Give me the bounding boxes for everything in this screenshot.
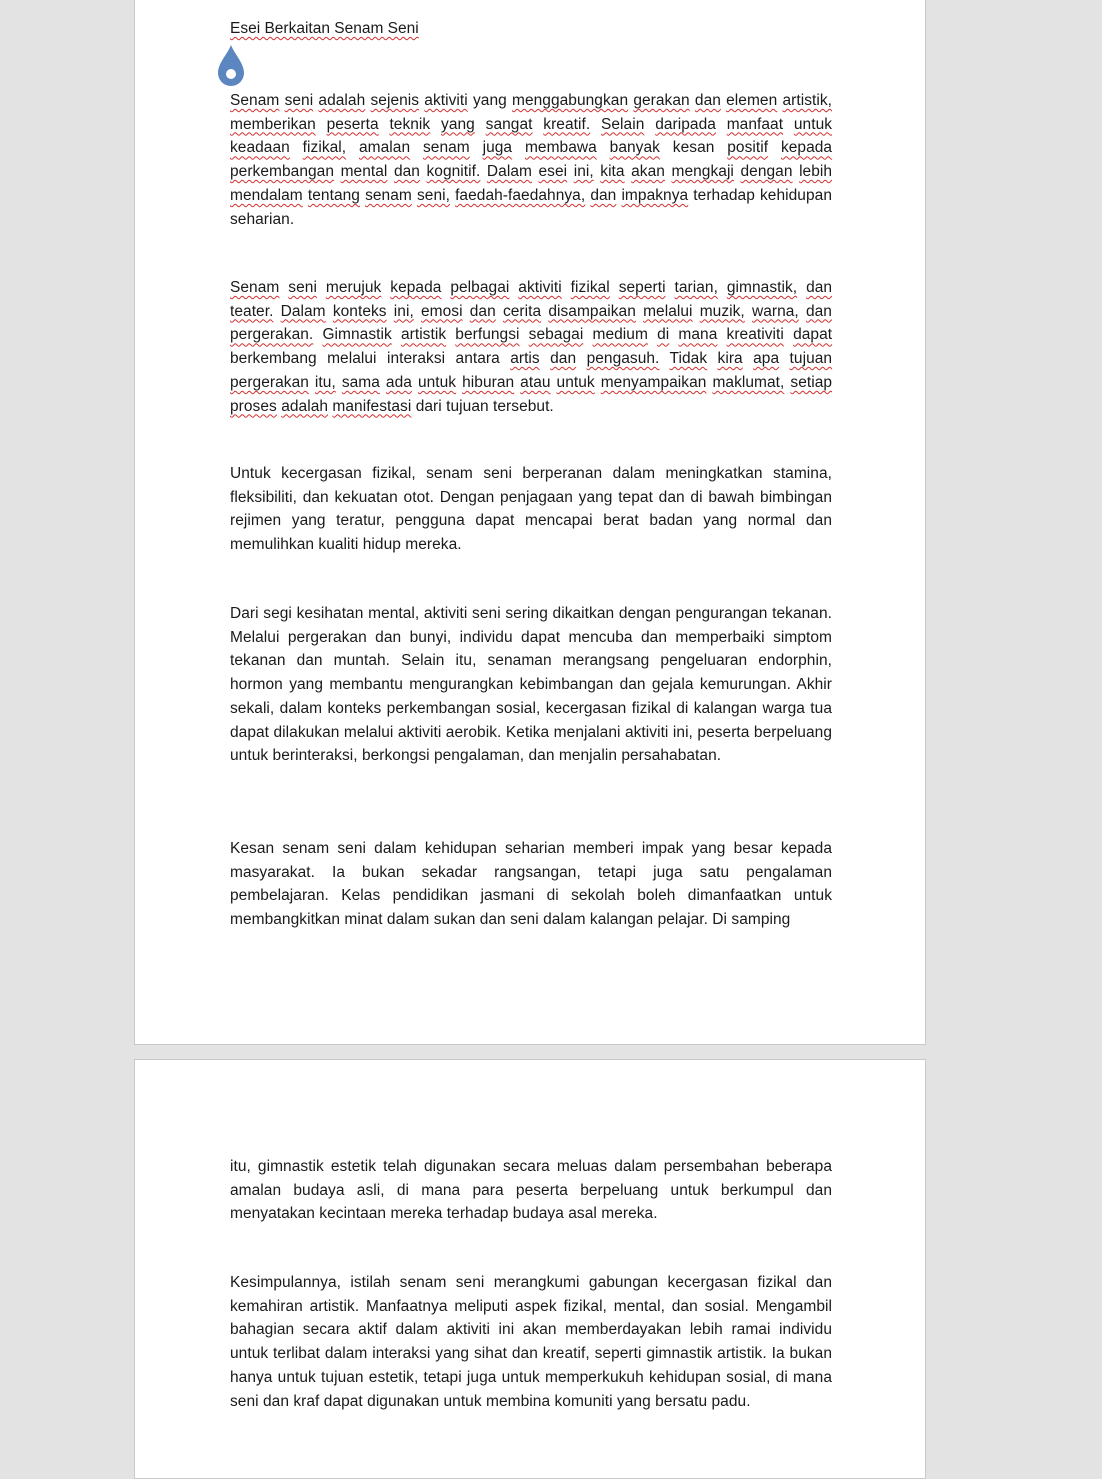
document-title[interactable]: Esei Berkaitan Senam Seni [230, 20, 419, 37]
teardrop-handle-icon[interactable] [216, 43, 246, 89]
paragraph-cultural-practice[interactable]: itu, gimnastik estetik telah digunakan secara meluas dalam persembahan beberapa amalan budaya asli, di mana para peserta berpeluang untuk berkumpul dan menyatakan kecintaan mereka terhadap budaya asal mereka. [230, 1158, 832, 1223]
document-page-2[interactable] [134, 1059, 926, 1479]
paragraph-conclusion[interactable]: Kesimpulannya, istilah senam seni merangkumi gabungan kecergasan fizikal dan kemahiran artistik. Manfaatnya meliputi aspek fizikal, mental, dan sosial. Mengambil bahagian secara aktif dalam aktiviti ini akan memberdayakan lebih ramai individu untuk terlibat dalam interaksi yang sihat dan kreatif, seperti gimnastik artistik. Ia bukan hanya untuk tujuan estetik, tetapi juga untuk memperkukuh kehidupan sosial, di mana seni dan kraf dapat digunakan untuk membina komuniti yang bersatu padu. [230, 1274, 832, 1410]
paragraph-definition[interactable]: Senam seni merujuk kepada pelbagai aktiviti fizikal seperti tarian, gimnastik, dan teater. Dalam konteks ini, emosi dan cerita disampaikan melalui muzik, warna, dan pergerakan. Gimnastik artistik berfungsi sebagai medium di mana kreativiti dapat berkembang melalui interaksi antara artis dan pengasuh. Tidak kira apa tujuan pergerakan itu, sama ada untuk hiburan atau untuk menyampaikan maklumat, setiap proses adalah manifestasi dari tujuan tersebut. [230, 279, 833, 415]
paragraph-introduction[interactable]: Senam seni adalah sejenis aktiviti yang menggabungkan gerakan dan elemen artistik, memberikan peserta teknik yang sangat kreatif. Selain daripada manfaat untuk keadaan fizikal, amalan senam juga membawa banyak kesan positif kepada perkembangan mental dan kognitif. Dalam esei ini, kita akan mengkaji dengan lebih mendalam tentang senam seni, faedah-faedahnya, dan impaknya terhadap kehidupan seharian. [230, 92, 833, 228]
paragraph-physical-fitness[interactable]: Untuk kecergasan fizikal, senam seni berperanan dalam meningkatkan stamina, fleksibiliti, dan kekuatan otot. Dengan penjagaan yang tepat dan di bawah bimbingan rejimen yang teratur, pengguna dapat mencapai berat badan yang normal dan memulihkan kualiti hidup mereka. [230, 465, 832, 554]
paragraph-mental-health[interactable]: Dari segi kesihatan mental, aktiviti seni sering dikaitkan dengan pengurangan tekanan. Melalui pergerakan dan bunyi, individu dapat mencuba dan memperbaiki simptom tekanan dan muntah. Selain itu, senaman merangsang pengeluaran endorphin, hormon yang membantu mengurangkan kebimbangan dan gejala kemurungan. Akhir sekali, dalam konteks perkembangan sosial, kecergasan fizikal di kalangan warga tua dapat dilakukan melalui aktiviti aerobik. Ketika menjalani aktiviti ini, peserta berpeluang untuk berinteraksi, berkongsi pengalaman, dan menjalin persahabatan. [230, 605, 832, 765]
document-page-1[interactable] [134, 0, 926, 1045]
paragraph-daily-impact[interactable]: Kesan senam seni dalam kehidupan seharian memberi impak yang besar kepada masyarakat. Ia bukan sekadar rangsangan, tetapi juga satu pengalaman pembelajaran. Kelas pendidikan jasmani di sekolah boleh dimanfaatkan untuk membangkitkan minat dalam sukan dan seni dalam kalangan pelajar. Di samping [230, 840, 832, 929]
